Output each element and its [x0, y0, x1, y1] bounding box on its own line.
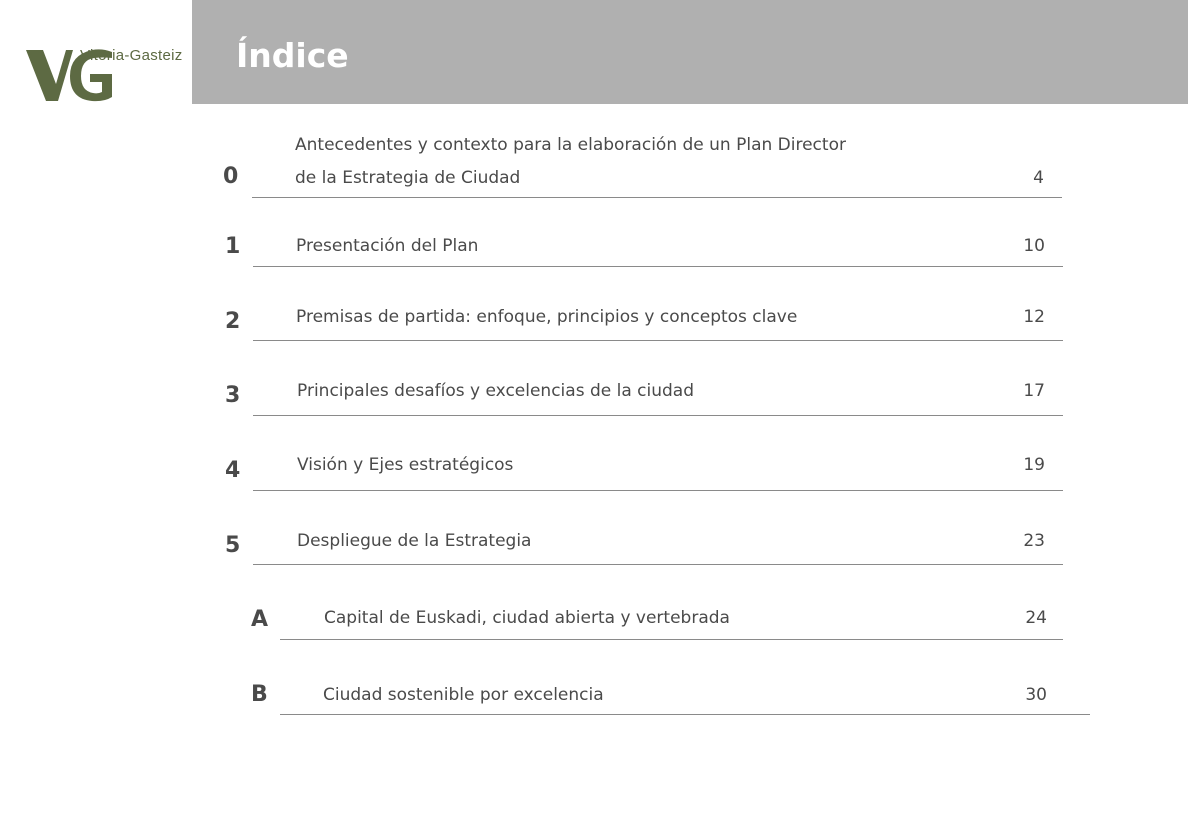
toc-divider	[253, 340, 1063, 341]
toc-number: 1	[225, 234, 241, 259]
toc-divider	[280, 714, 1090, 715]
logo-area	[0, 0, 192, 104]
toc-divider	[253, 415, 1063, 416]
toc-title[interactable]: Ciudad sostenible por excelencia	[323, 685, 604, 705]
toc-page-number: 19	[1023, 455, 1045, 475]
toc-divider	[252, 197, 1062, 198]
toc-page-number: 24	[1025, 608, 1047, 628]
page-title: Índice	[236, 36, 349, 75]
toc-number: 0	[223, 164, 239, 189]
toc-page-number: 30	[1025, 685, 1047, 705]
toc-title-line-1[interactable]: Antecedentes y contexto para la elaboración de un Plan Director	[295, 135, 846, 155]
toc-page-number: 4	[1033, 168, 1044, 188]
toc-page-number: 10	[1023, 236, 1045, 256]
toc-letter: B	[251, 682, 268, 707]
toc-title[interactable]: Presentación del Plan	[296, 236, 479, 256]
toc-number: 5	[225, 533, 241, 558]
toc-page-number: 12	[1023, 307, 1045, 327]
toc-title[interactable]: Visión y Ejes estratégicos	[297, 455, 514, 475]
toc-letter: A	[251, 607, 269, 632]
toc-title[interactable]: Despliegue de la Estrategia	[297, 531, 532, 551]
toc-page-number: 23	[1023, 531, 1045, 551]
header-bar	[192, 0, 1188, 104]
toc-title-line-2[interactable]: de la Estrategia de Ciudad	[295, 168, 521, 188]
toc-title[interactable]: Premisas de partida: enfoque, principios y conceptos clave	[296, 307, 798, 327]
toc-title[interactable]: Capital de Euskadi, ciudad abierta y vertebrada	[324, 608, 730, 628]
logo-text: Vitoria-Gasteiz	[80, 47, 183, 64]
toc-number: 3	[225, 383, 241, 408]
toc-divider	[253, 564, 1063, 565]
toc-page-number: 17	[1023, 381, 1045, 401]
toc-number: 2	[225, 309, 241, 334]
toc-divider	[253, 490, 1063, 491]
toc-title[interactable]: Principales desafíos y excelencias de la ciudad	[297, 381, 694, 401]
toc-divider	[280, 639, 1063, 640]
toc-number: 4	[225, 458, 241, 483]
toc-divider	[253, 266, 1063, 267]
